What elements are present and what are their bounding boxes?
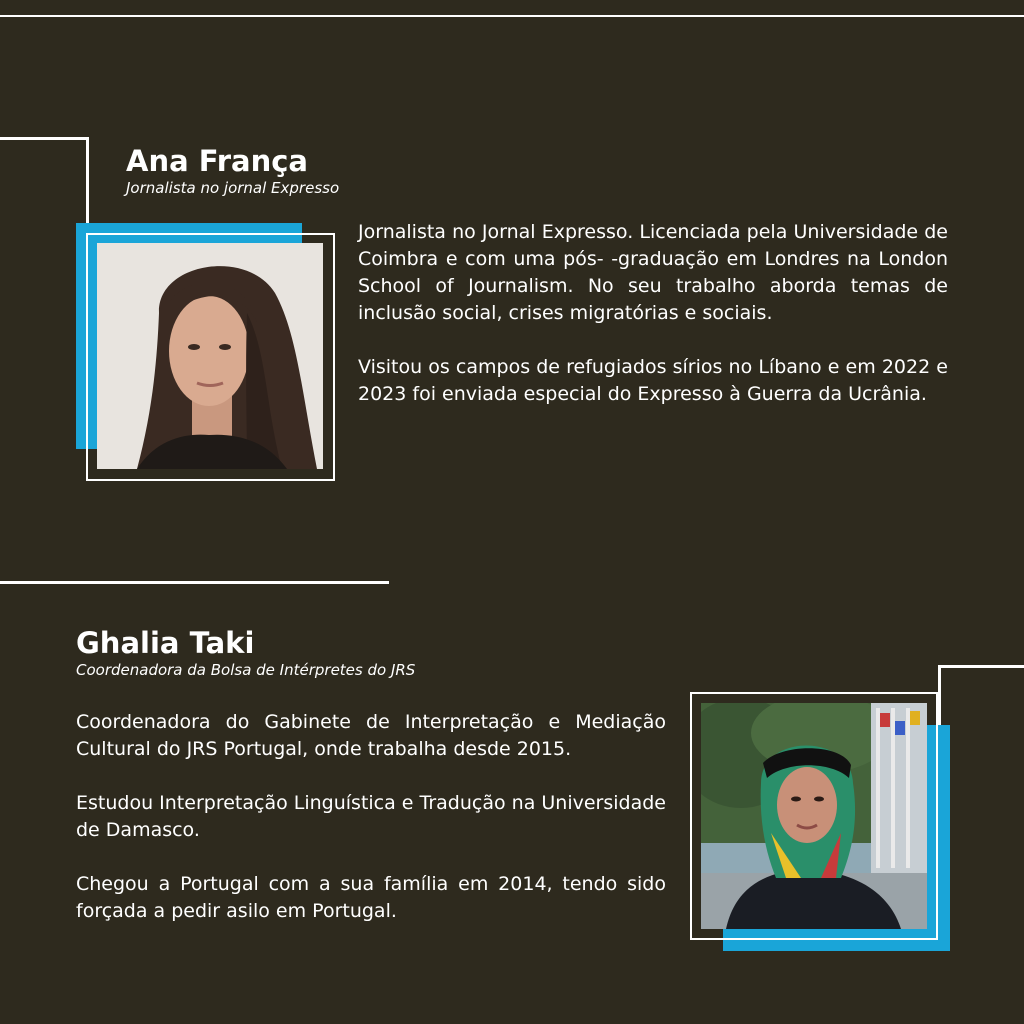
top-divider-line: [0, 15, 1024, 17]
bio-paragraph: Chegou a Portugal com a sua família em 2014, tendo sido forçada a pedir asilo em Portugal.: [76, 873, 666, 922]
profile1-corner-line-vertical: [86, 137, 89, 233]
profile2-corner-line-horizontal: [938, 665, 1024, 668]
bio-paragraph: Estudou Interpretação Linguística e Tradução na Universidade de Damasco.: [76, 792, 666, 841]
person-portrait-icon: [701, 703, 927, 929]
bio-paragraph: Coordenadora do Gabinete de Interpretação e Mediação Cultural do JRS Portugal, onde trabalha desde 2015.: [76, 711, 666, 760]
profile-role: Jornalista no jornal Expresso: [126, 179, 340, 197]
profile-name: Ghalia Taki: [76, 626, 255, 660]
profile-name: Ana França: [126, 144, 308, 178]
profile-bio: [358, 219, 948, 408]
profile-bio: [76, 709, 666, 925]
profile-role: Coordenadora da Bolsa de Intérpretes do JRS: [76, 661, 416, 679]
person-portrait-icon: [97, 243, 323, 469]
profile2-corner-line-vertical: [938, 665, 941, 725]
section-divider-line: [0, 581, 389, 584]
bio-paragraph: Visitou os campos de refugiados sírios no Líbano e em 2022 e 2023 foi enviada especial do Expresso à Guerra da Ucrânia.: [358, 356, 948, 405]
bio-paragraph: Jornalista no Jornal Expresso. Licenciada pela Universidade de Coimbra e com uma pós- -graduação em Londres na London School of Journalism. No seu trabalho aborda temas de inclusão social, crises migratórias e sociais.: [358, 221, 948, 324]
profile1-corner-line-horizontal: [0, 137, 89, 140]
